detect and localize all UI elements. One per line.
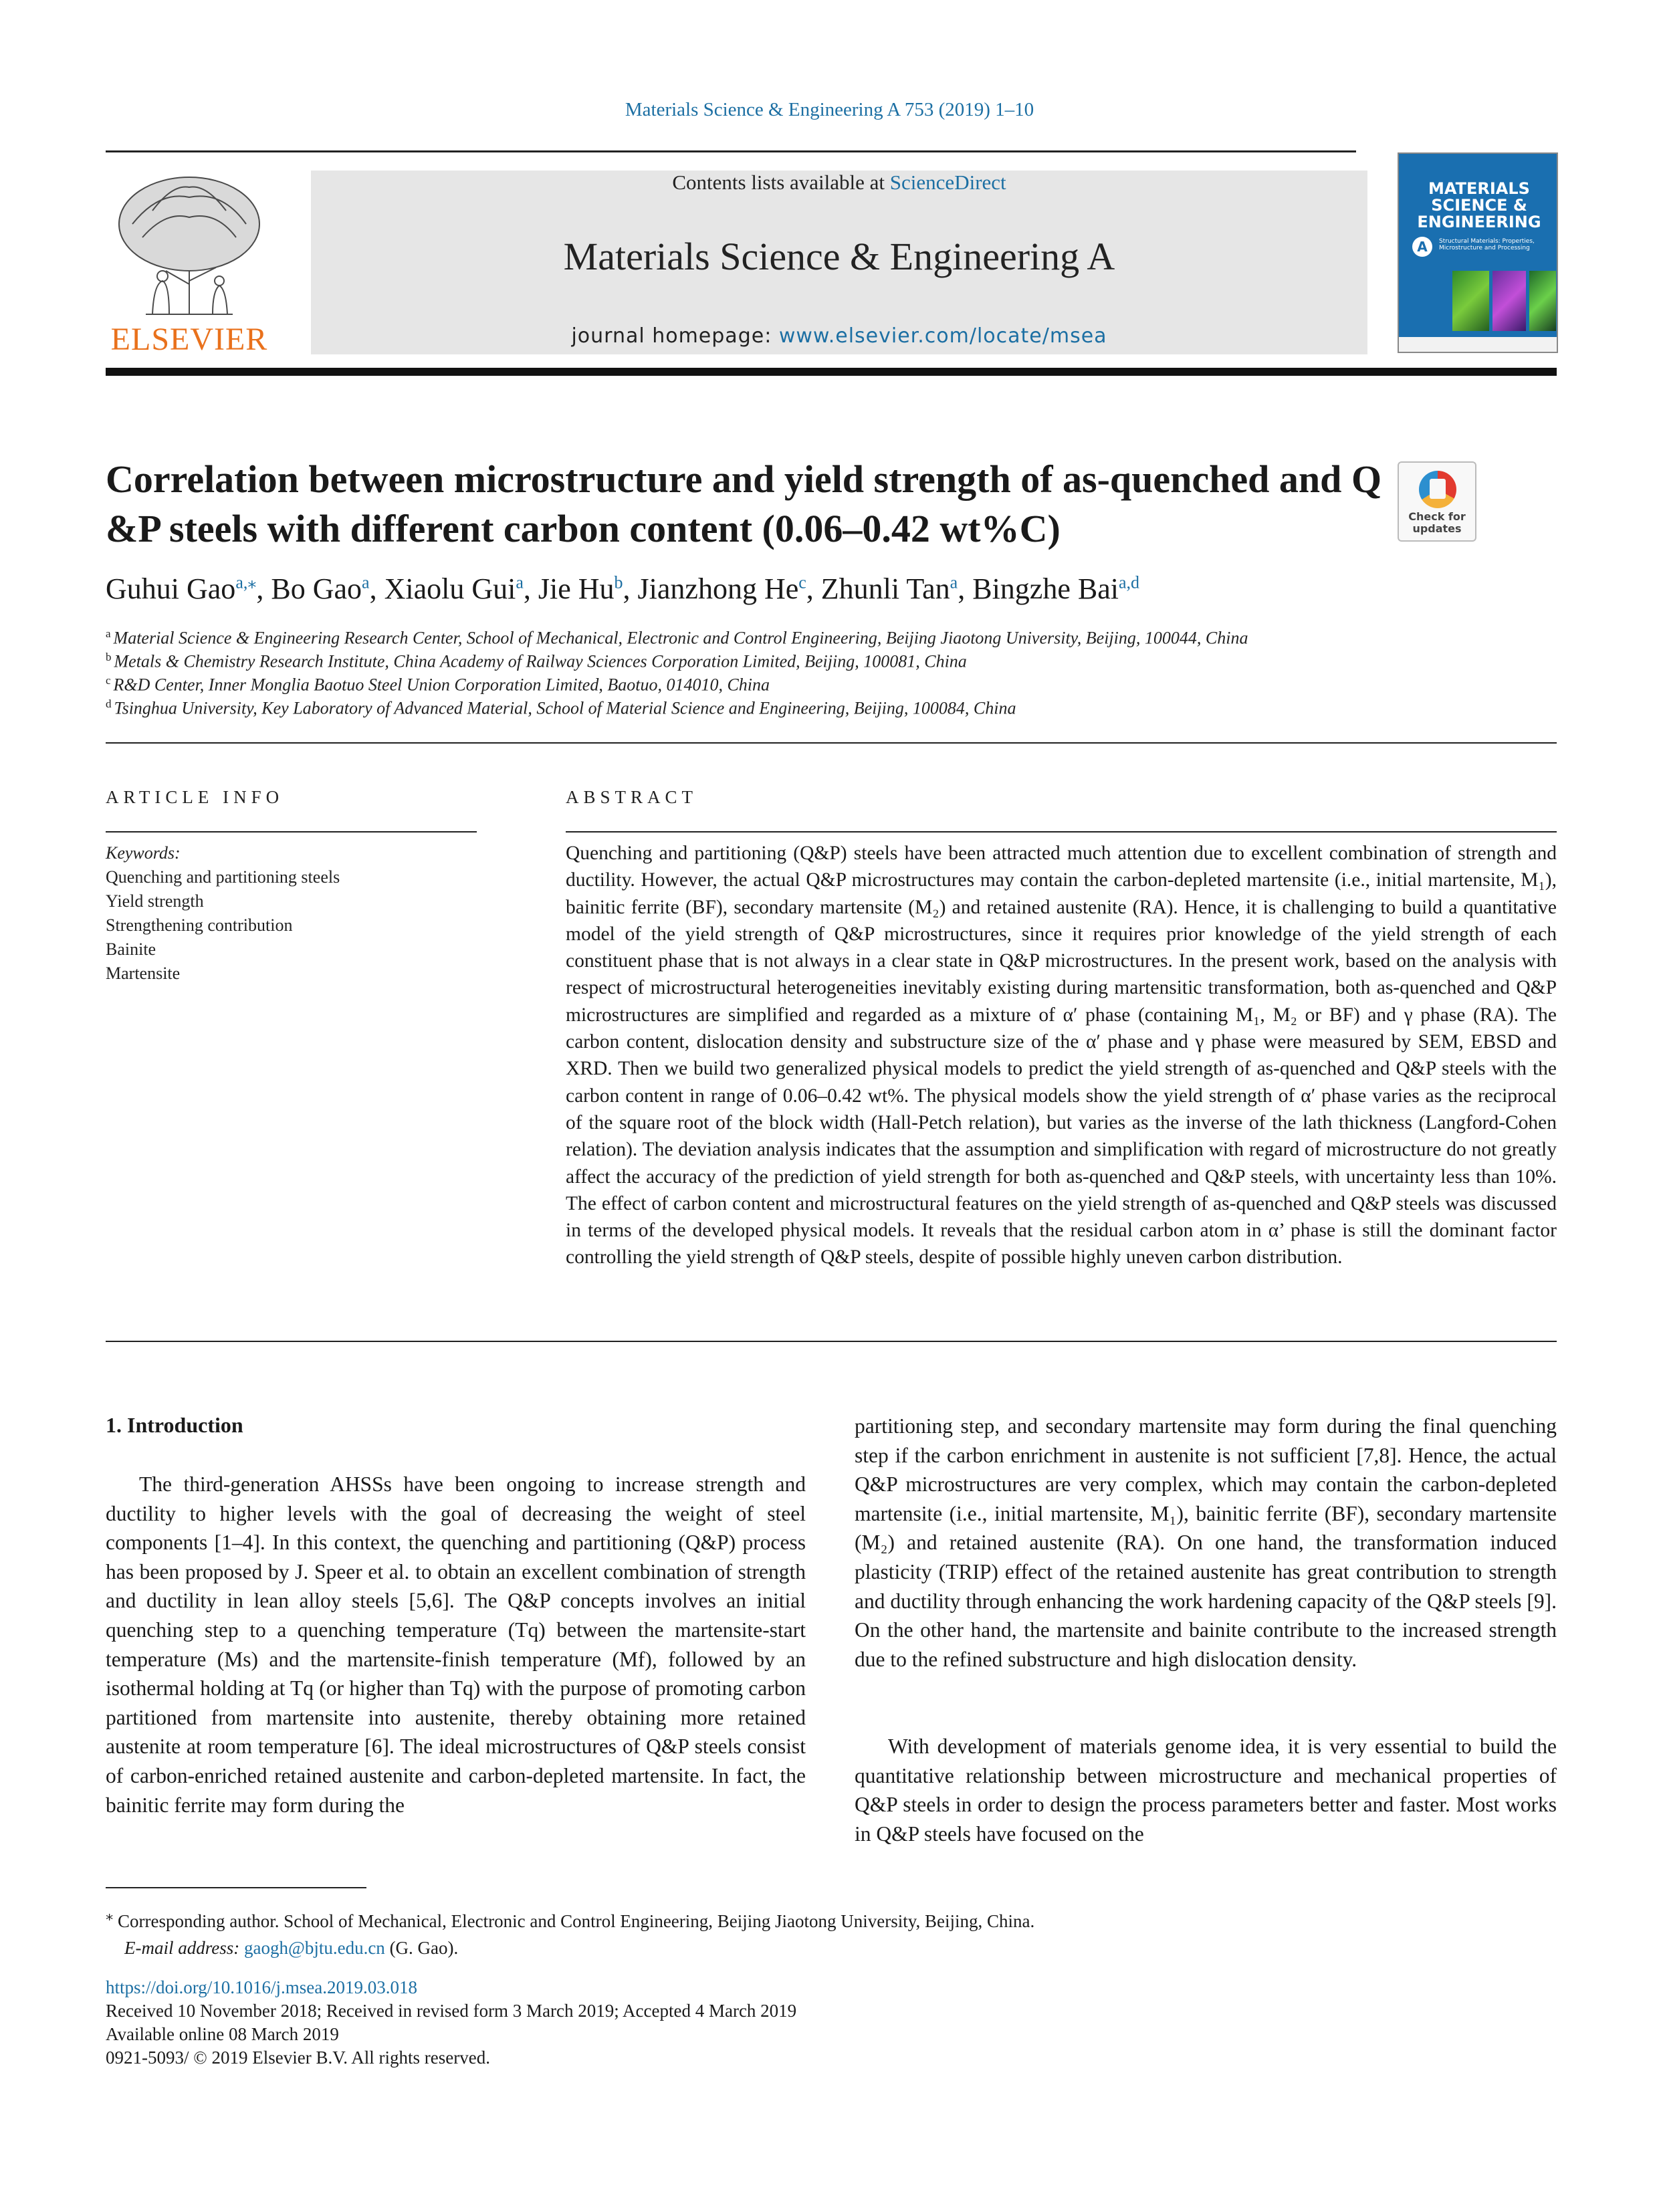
footnote-mark: ⁎: [106, 1907, 114, 1924]
cover-bottom-strip: [1399, 337, 1557, 352]
received-dates: Received 10 November 2018; Received in revised form 3 March 2019; Accepted 4 March 2019: [106, 2001, 797, 2021]
footnote-line: [106, 1902, 1557, 1934]
cover-letter: A: [1412, 237, 1432, 257]
copyright: 0921-5093/ © 2019 Elsevier B.V. All rights reserved.: [106, 2048, 490, 2068]
author-separator: ,: [806, 572, 821, 605]
author-separator: ,: [523, 572, 538, 605]
author-separator: ,: [958, 572, 973, 605]
elsevier-tree-icon: [106, 171, 273, 318]
cover-image-3: [1529, 271, 1556, 331]
author-name: Bo Gao: [271, 572, 362, 605]
affiliation-key: b: [106, 651, 112, 663]
affiliations-rule: [106, 742, 1557, 744]
affiliation-c: [106, 674, 1557, 695]
affiliation-key: a: [106, 627, 111, 640]
elsevier-wordmark: ELSEVIER: [110, 322, 268, 357]
author-affiliation-mark[interactable]: a,d: [1118, 572, 1139, 592]
cover-image-1: [1452, 271, 1489, 331]
email-label: E-mail address:: [124, 1938, 240, 1958]
abstract-bottom-rule: [106, 1341, 1557, 1342]
cover-subtitle: Structural Materials: Properties, Microstructure and Processing: [1439, 238, 1535, 251]
author-affiliation-mark[interactable]: a: [950, 572, 958, 592]
affiliation-key: c: [106, 674, 111, 687]
doi-link[interactable]: https://doi.org/10.1016/j.msea.2019.03.018: [106, 1977, 418, 1997]
author-affiliation-mark[interactable]: a: [516, 572, 524, 592]
author-affiliation-mark[interactable]: a: [362, 572, 370, 592]
author-name: Guhui Gao: [106, 572, 236, 605]
keyword-item: Martensite: [106, 964, 181, 983]
abstract-heading: ABSTRACT: [566, 787, 698, 807]
article-info-heading: ARTICLE INFO: [106, 787, 284, 807]
keyword-item: Yield strength: [106, 891, 204, 911]
check-for-updates-badge[interactable]: [1398, 461, 1476, 542]
introduction-heading: 1. Introduction: [106, 1413, 243, 1437]
affiliation-a: [106, 627, 1557, 649]
running-head: Materials Science & Engineering A 753 (2019) 1–10: [625, 99, 1034, 120]
journal-cover-thumbnail: [1398, 152, 1558, 353]
email-line: [106, 1934, 1557, 1961]
intro-right-paragraph-1: partitioning step, and secondary martensite may form during the final quenching step if the carbon enrichment in austenite is not sufficient [7,8]. Hence, the actual Q&P microstructures are very complex, which may contain the carbon-depleted martensite (i.e., initial martensite, M₁), bainitic ferrite (BF), secondary martensite (M₂) and retained austenite (RA). On one hand, the transformation induced plasticity (TRIP) effect of the retained austenite has great contribution to strength and ductility through enhancing the work hardening capacity of the Q&P steels [9]. On the other hand, the martensite and bainite contribute to the increased strength due to the refined substructure and high dislocation density.: [855, 1414, 1557, 1671]
contents-prefix: Contents lists available at: [672, 171, 890, 194]
homepage-line: [311, 324, 1367, 348]
author-name: Bingzhe Bai: [972, 572, 1119, 605]
journal-name: Materials Science & Engineering A: [563, 235, 1115, 278]
author-affiliation-mark[interactable]: a,⁎: [235, 572, 257, 592]
check-for-updates-label: Check for updates: [1408, 510, 1466, 535]
affiliation-text: Material Science & Engineering Research Center, School of Mechanical, Electronic and Control Engineering, Beijing Jiaotong University, Beijing, 100044, China: [113, 628, 1248, 648]
footnote-rule: [106, 1887, 366, 1888]
intro-right-paragraph-2: With development of materials genome idea, it is very essential to build the quantitative relationship between microstructure and mechanical properties of Q&P steels in order to design the process parameters better and faster. Most works in Q&P steels have focused on the: [855, 1735, 1557, 1846]
keyword-item: Quenching and partitioning steels: [106, 867, 340, 887]
author-separator: ,: [623, 572, 638, 605]
publication-info: [106, 1976, 1557, 2070]
author-name: Zhunli Tan: [820, 572, 950, 605]
affiliation-b: [106, 651, 1557, 672]
cover-image-2: [1492, 271, 1526, 331]
keyword-item: Bainite: [106, 939, 156, 959]
contents-line: [311, 171, 1367, 195]
crossmark-icon: [1419, 471, 1456, 508]
keywords-label: Keywords:: [106, 843, 181, 863]
author-affiliation-mark[interactable]: c: [798, 572, 806, 592]
abstract-rule: [566, 831, 1557, 833]
email-link[interactable]: gaogh@bjtu.edu.cn: [243, 1938, 385, 1958]
keyword-item: Strengthening contribution: [106, 915, 293, 935]
keywords-block: [106, 841, 477, 986]
sciencedirect-link[interactable]: ScienceDirect: [889, 171, 1006, 194]
abstract-text: Quenching and partitioning (Q&P) steels have been attracted much attention due to excellent combination of strength and ductility. However, the actual Q&P microstructures may contain the carbon-depleted martensite (i.e., initial martensite, M₁), bainitic ferrite (BF), secondary martensite (M₂) and retained austenite (RA). Hence, it is challenging to build a quantitative model of the yield strength of Q&P microstructures, since it requires prior knowledge of the yield strength of each constituent phase that is not always in a clear state in Q&P microstructures. In the present work, based on the analysis with respect of microstructural heterogeneities inevitably existing during martensitic transformation, both as-quenched and Q&P microstructures are simplified and regarded as a mixture of α′ phase (containing M₁, M₂ or BF) and γ phase (RA). The carbon content, dislocation density and substructure size of the α′ phase and γ phase were measured by SEM, EBSD and XRD. Then we build two generalized physical models to predict the yield strength of as-quenched and Q&P steels with the carbon content in range of 0.06–0.42 wt%. The physical models show the yield strength of α′ phase varies as the reciprocal of the square root of the block width (Hall-Petch relation), but varies as the inverse of the lath thickness (Langford-Cohen relation). The deviation analysis indicates that the assumption and simplification with regard of microstructure do not greatly affect the accuracy of the prediction of yield strength for both as-quenched and Q&P steels, with uncertainty less than 10%. The effect of carbon content and microstructural features on the yield strength of as-quenched and Q&P steels was discussed in terms of the developed physical models. It reveals that the residual carbon atom in α’ phase is still the dominant factor controlling the yield strength of Q&P steels, despite of possible highly uneven carbon distribution.: [566, 843, 1557, 1268]
available-online: Available online 08 March 2019: [106, 2024, 339, 2044]
author-affiliation-mark[interactable]: b: [614, 572, 623, 592]
cover-title: MATERIALS SCIENCE & ENGINEERING: [1417, 179, 1541, 231]
affiliation-text: R&D Center, Inner Monglia Baotuo Steel Union Corporation Limited, Baotuo, 014010, China: [113, 675, 770, 695]
homepage-link[interactable]: www.elsevier.com/locate/msea: [778, 324, 1107, 348]
affiliation-d: [106, 697, 1557, 719]
journal-header-box: [311, 171, 1367, 354]
intro-left-column: The third-generation AHSSs have been ongoing to increase strength and ductility to higher levels with the goal of decreasing the weight of steel components [1–4]. In this context, the quenching and partitioning (Q&P) process has been proposed by J. Speer et al. to obtain an excellent combination of strength and ductility in lean alloy steels [5,6]. The Q&P concepts involves an initial quenching step to a quenching temperature (Tq) between the martensite-start temperature (Ms) and the martensite-finish temperature (Mf), followed by an isothermal holding at Tq (or higher than Tq) with the purpose of promoting carbon partitioned from martensite into austenite, thereby obtaining more retained austenite at room temperature [6]. The ideal microstructures of Q&P steels consist of carbon-enriched retained austenite and carbon-depleted martensite. In fact, the bainitic ferrite may form during the: [106, 1472, 806, 1817]
author-name: Jianzhong He: [637, 572, 799, 605]
author-list: [106, 572, 1557, 606]
author-separator: ,: [369, 572, 384, 605]
affiliation-text: Metals & Chemistry Research Institute, China Academy of Railway Sciences Corporation Limited, Beijing, 100081, China: [114, 651, 967, 671]
affiliation-text: Tsinghua University, Key Laboratory of Advanced Material, School of Material Science and Engineering, Beijing, 100084, China: [114, 698, 1016, 718]
homepage-prefix: journal homepage:: [571, 324, 779, 348]
affiliation-key: d: [106, 697, 112, 710]
author-name: Jie Hu: [538, 572, 615, 605]
footnote-text: Corresponding author. School of Mechanical, Electronic and Control Engineering, Beijing Jiaotong University, Beijing, China.: [118, 1911, 1035, 1931]
header-top-rule: [106, 150, 1356, 152]
author-separator: ,: [256, 572, 271, 605]
email-suffix: (G. Gao).: [384, 1938, 459, 1958]
author-name: Xiaolu Gui: [384, 572, 516, 605]
header-thick-rule: [106, 368, 1557, 376]
article-info-rule: [106, 831, 477, 833]
article-title: Correlation between microstructure and yield strength of as-quenched and Q &P steels with different carbon content (0.06–0.42 wt%C): [106, 457, 1382, 550]
corresponding-author-footnote: [106, 1902, 1557, 1961]
elsevier-logo: [106, 171, 273, 358]
